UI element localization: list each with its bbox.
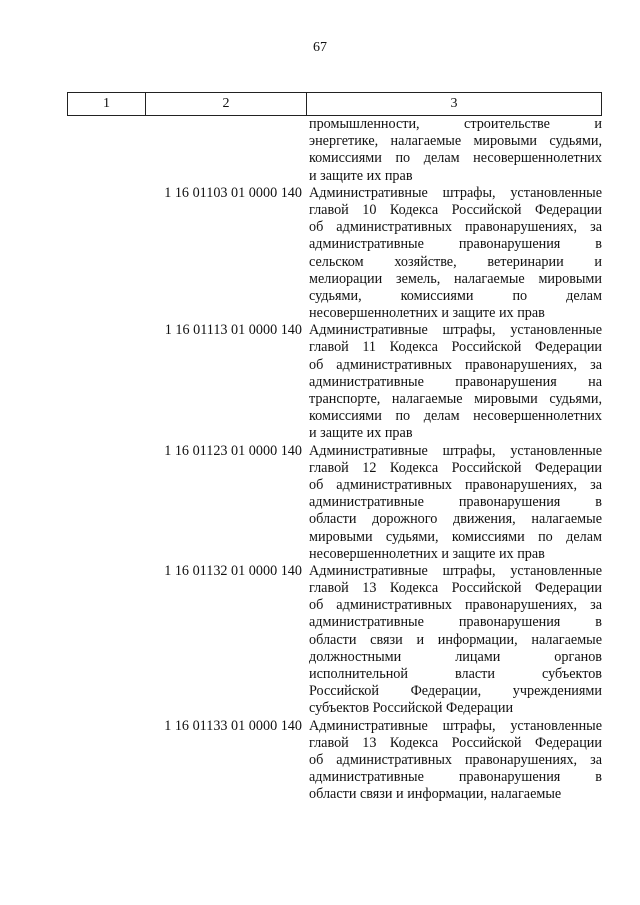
description-line: несовершеннолетних и защите их прав bbox=[309, 305, 545, 322]
description-line: Административные штрафы, установленные bbox=[309, 442, 602, 459]
description-line: сельском хозяйстве, ветеринарии и bbox=[309, 253, 602, 270]
table-row bbox=[67, 185, 602, 323]
description-line: об административных правонарушениях, за bbox=[309, 219, 602, 236]
table-row bbox=[67, 322, 602, 442]
table-row bbox=[67, 563, 602, 718]
description-line: административные правонарушения на bbox=[309, 373, 602, 390]
row-col-1 bbox=[67, 322, 145, 442]
description-line: Российской Федерации, учреждениями bbox=[309, 683, 602, 700]
description-line: субъектов Российской Федерации bbox=[309, 700, 514, 717]
income-code: 1 16 01132 01 0000 140 bbox=[164, 562, 302, 579]
description-line: судьями, комиссиями по делам bbox=[309, 287, 602, 304]
income-description bbox=[306, 718, 602, 804]
description-line: исполнительной власти субъектов bbox=[309, 666, 602, 682]
row-col-1 bbox=[67, 116, 145, 185]
description-line: и защите их прав bbox=[309, 167, 413, 184]
description-line: главой 11 Кодекса Российской Федерации bbox=[309, 339, 602, 356]
description-line: административные правонарушения в bbox=[309, 494, 602, 511]
description-line: административные правонарушения в bbox=[309, 769, 602, 786]
income-description bbox=[306, 116, 602, 185]
header-col-2: 2 bbox=[146, 93, 307, 115]
description-line: об административных правонарушениях, за bbox=[309, 476, 602, 493]
description-line: Административные штрафы, установленные bbox=[309, 717, 602, 734]
description-line: об административных правонарушениях, за bbox=[309, 356, 602, 373]
description-line: комиссиями по делам несовершеннолетних bbox=[309, 408, 602, 425]
table-body bbox=[67, 116, 602, 804]
row-col-1 bbox=[67, 718, 145, 804]
row-col-1 bbox=[67, 185, 145, 323]
header-col-1: 1 bbox=[68, 93, 146, 115]
table-row bbox=[67, 443, 602, 563]
description-line: об административных правонарушениях, за bbox=[309, 597, 602, 614]
description-line: мировыми судьями, комиссиями по делам bbox=[309, 528, 602, 545]
description-line: транспорте, налагаемые мировыми судьями, bbox=[309, 391, 602, 407]
description-line: Административные штрафы, установленные bbox=[309, 184, 602, 201]
description-line: области связи и информации, налагаемые bbox=[309, 631, 602, 648]
table-row bbox=[67, 116, 602, 185]
description-line: области связи и информации, налагаемые bbox=[309, 786, 562, 803]
row-col-1 bbox=[67, 443, 145, 563]
table-header-row bbox=[67, 92, 602, 116]
table-row bbox=[67, 718, 602, 804]
description-line: главой 13 Кодекса Российской Федерации bbox=[309, 580, 602, 597]
income-code: 1 16 01123 01 0000 140 bbox=[164, 442, 302, 459]
income-code: 1 16 01103 01 0000 140 bbox=[164, 184, 302, 201]
description-line: и защите их прав bbox=[309, 425, 413, 442]
income-description bbox=[306, 322, 602, 442]
description-line: Административные штрафы, установленные bbox=[309, 562, 602, 579]
description-line: несовершеннолетних и защите их прав bbox=[309, 545, 545, 562]
page-number: 67 bbox=[313, 40, 327, 55]
description-line: мелиорации земель, налагаемые мировыми bbox=[309, 270, 602, 287]
description-line: административные правонарушения в bbox=[309, 614, 602, 631]
income-code: 1 16 01133 01 0000 140 bbox=[164, 717, 302, 734]
income-description bbox=[306, 185, 602, 323]
description-line: Административные штрафы, установленные bbox=[309, 322, 602, 339]
description-line: об административных правонарушениях, за bbox=[309, 751, 602, 768]
income-description bbox=[306, 563, 602, 718]
description-line: промышленности, строительстве и bbox=[309, 116, 602, 132]
description-line: энергетике, налагаемые мировыми судьями, bbox=[309, 133, 602, 150]
description-line: комиссиями по делам несовершеннолетних bbox=[309, 150, 602, 167]
description-line: административные правонарушения в bbox=[309, 236, 602, 253]
income-code: 1 16 01113 01 0000 140 bbox=[164, 322, 302, 339]
header-col-3: 3 bbox=[450, 96, 458, 111]
description-line: должностными лицами органов bbox=[309, 648, 602, 665]
description-line: области дорожного движения, налагаемые bbox=[309, 511, 602, 528]
description-line: главой 13 Кодекса Российской Федерации bbox=[309, 734, 602, 751]
row-col-1 bbox=[67, 563, 145, 718]
income-description bbox=[306, 443, 602, 563]
description-line: главой 12 Кодекса Российской Федерации bbox=[309, 459, 602, 476]
description-line: главой 10 Кодекса Российской Федерации bbox=[309, 201, 602, 218]
income-code bbox=[145, 116, 306, 185]
